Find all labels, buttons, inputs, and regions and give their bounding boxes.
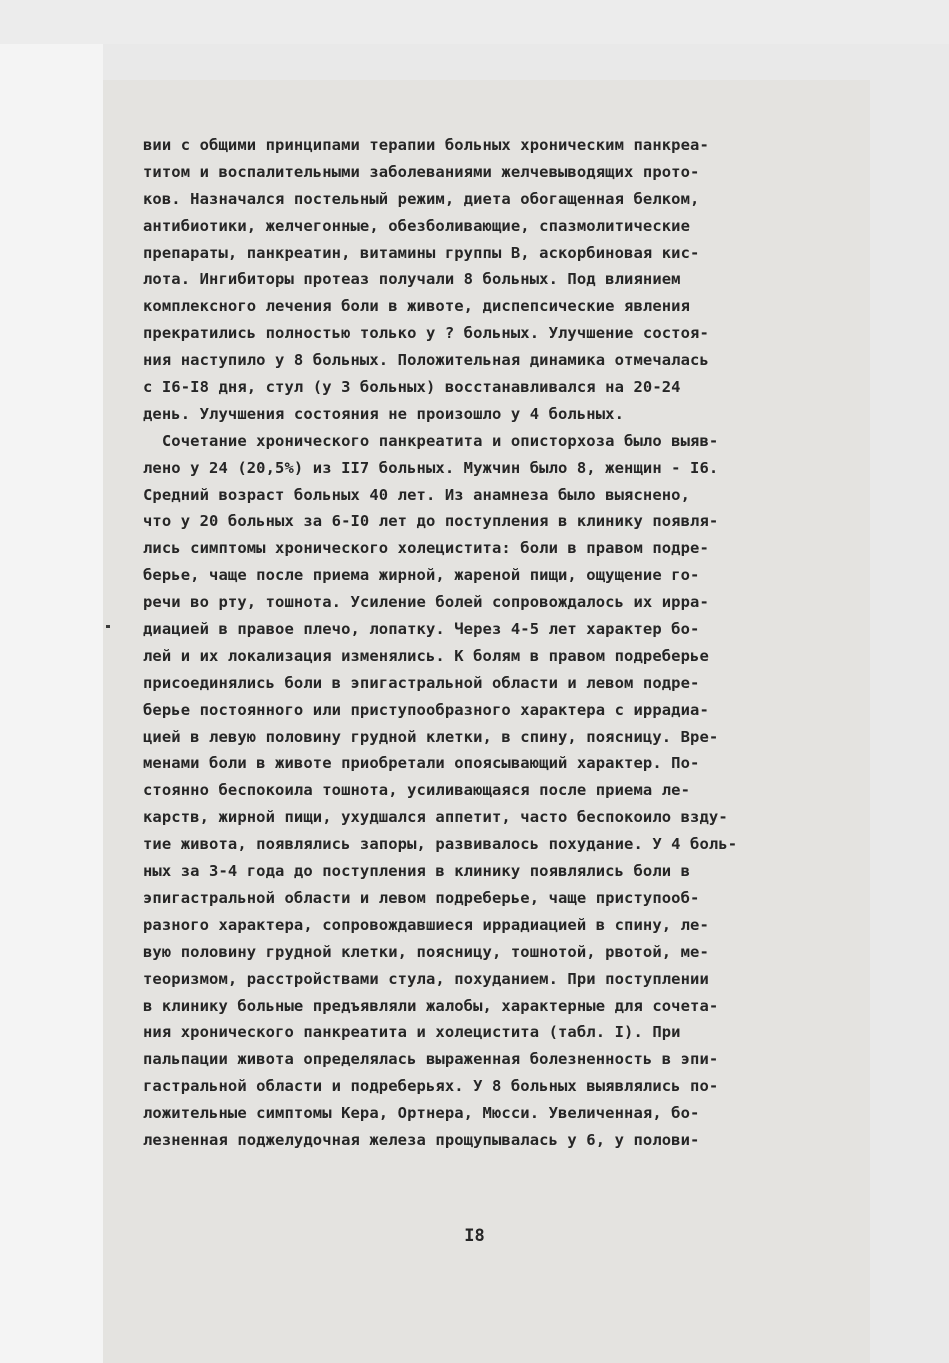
scan-background-top — [0, 0, 949, 44]
text-line: гастральной области и подреберьях. У 8 больных выявлялись по- — [143, 1077, 719, 1096]
text-line: вую половину грудной клетки, поясницу, тошнотой, рвотой, ме- — [143, 942, 709, 961]
text-line: что у 20 больных за 6-I0 лет до поступления в клинику появля- — [143, 512, 719, 531]
text-line: Средний возраст больных 40 лет. Из анамнеза было выяснено, — [143, 485, 691, 504]
text-line: разного характера, сопровождавшиеся иррадиацией в спину, ле- — [143, 915, 709, 934]
text-line: комплексного лечения боли в животе, диспепсические явления — [143, 297, 691, 316]
scan-background-left — [0, 44, 103, 1363]
text-line: берье постоянного или приступообразного характера с иррадиа- — [143, 700, 709, 719]
text-line: ния наступило у 8 больных. Положительная динамика отмечалась — [143, 351, 709, 370]
text-line: лезненная поджелудочная железа прощупывалась у 6, у полови- — [143, 1130, 700, 1149]
text-line: вии с общими принципами терапии больных хроническим панкреа- — [143, 136, 709, 154]
text-line: лись симптомы хронического холецистита: боли в правом подре- — [143, 539, 709, 558]
text-line: диацией в правое плечо, лопатку. Через 4-5 лет характер бо- — [143, 620, 700, 639]
text-line: прекратились полностью только у ? больных. Улучшение состоя- — [143, 324, 709, 343]
text-line: титом и воспалительными заболеваниями желчевыводящих прото- — [143, 162, 700, 181]
text-line: лота. Ингибиторы протеаз получали 8 больных. Под влиянием — [143, 270, 681, 289]
text-line: пальпации живота определялась выраженная болезненность в эпи- — [143, 1050, 719, 1069]
text-line: ных за 3-4 года до поступления в клинику появлялись боли в — [143, 862, 691, 881]
text-line: стоянно беспокоила тошнота, усиливающаяся после приема ле- — [143, 781, 691, 800]
text-line: антибиотики, желчегонные, обезболивающие, спазмолитические — [143, 216, 691, 235]
text-line: речи во рту, тошнота. Усиление болей сопровождалось их ирра- — [143, 593, 709, 612]
text-line: менами боли в животе приобретали опоясывающий характер. По- — [143, 754, 700, 773]
text-line: ния хронического панкреатита и холецистита (табл. I). При — [143, 1023, 681, 1042]
text-line: лено у 24 (20,5%) из II7 больных. Мужчин было 8, женщин - I6. — [143, 458, 719, 477]
text-line: берье, чаще после приема жирной, жареной пищи, ощущение го- — [143, 566, 700, 585]
text-line: цией в левую половину грудной клетки, в спину, поясницу. Вре- — [143, 727, 719, 746]
text-line: в клинику больные предъявляли жалобы, характерные для сочета- — [143, 996, 719, 1015]
body-text — [143, 132, 863, 1154]
text-line: ков. Назначался постельный режим, диета обогащенная белком, — [143, 189, 700, 208]
text-line: теоризмом, расстройствами стула, похуданием. При поступлении — [143, 969, 709, 988]
text-line: день. Улучшения состояния не произошло у 4 больных. — [143, 404, 625, 423]
page-number: I8 — [464, 1226, 485, 1246]
text-line: карств, жирной пищи, ухудшался аппетит, часто беспокоило взду- — [143, 808, 728, 827]
text-line: присоединялись боли в эпигастральной области и левом подре- — [143, 673, 700, 692]
paragraph-start-line: Сочетание хронического панкреатита и описторхоза было выяв- — [143, 431, 719, 450]
text-line: эпигастральной области и левом подреберье, чаще приступооб- — [143, 888, 700, 907]
text-line: с I6-I8 дня, стул (у 3 больных) восстанавливался на 20-24 — [143, 378, 681, 397]
text-line: ложительные симптомы Кера, Ортнера, Мюсси. Увеличенная, бо- — [143, 1104, 700, 1123]
scan-speck — [106, 625, 110, 628]
text-line: лей и их локализация изменялись. К болям в правом подреберье — [143, 646, 709, 665]
text-line: препараты, панкреатин, витамины группы В, аскорбиновая кис- — [143, 243, 700, 262]
text-line: тие живота, появлялись запоры, развивалось похудание. У 4 боль- — [143, 835, 738, 854]
